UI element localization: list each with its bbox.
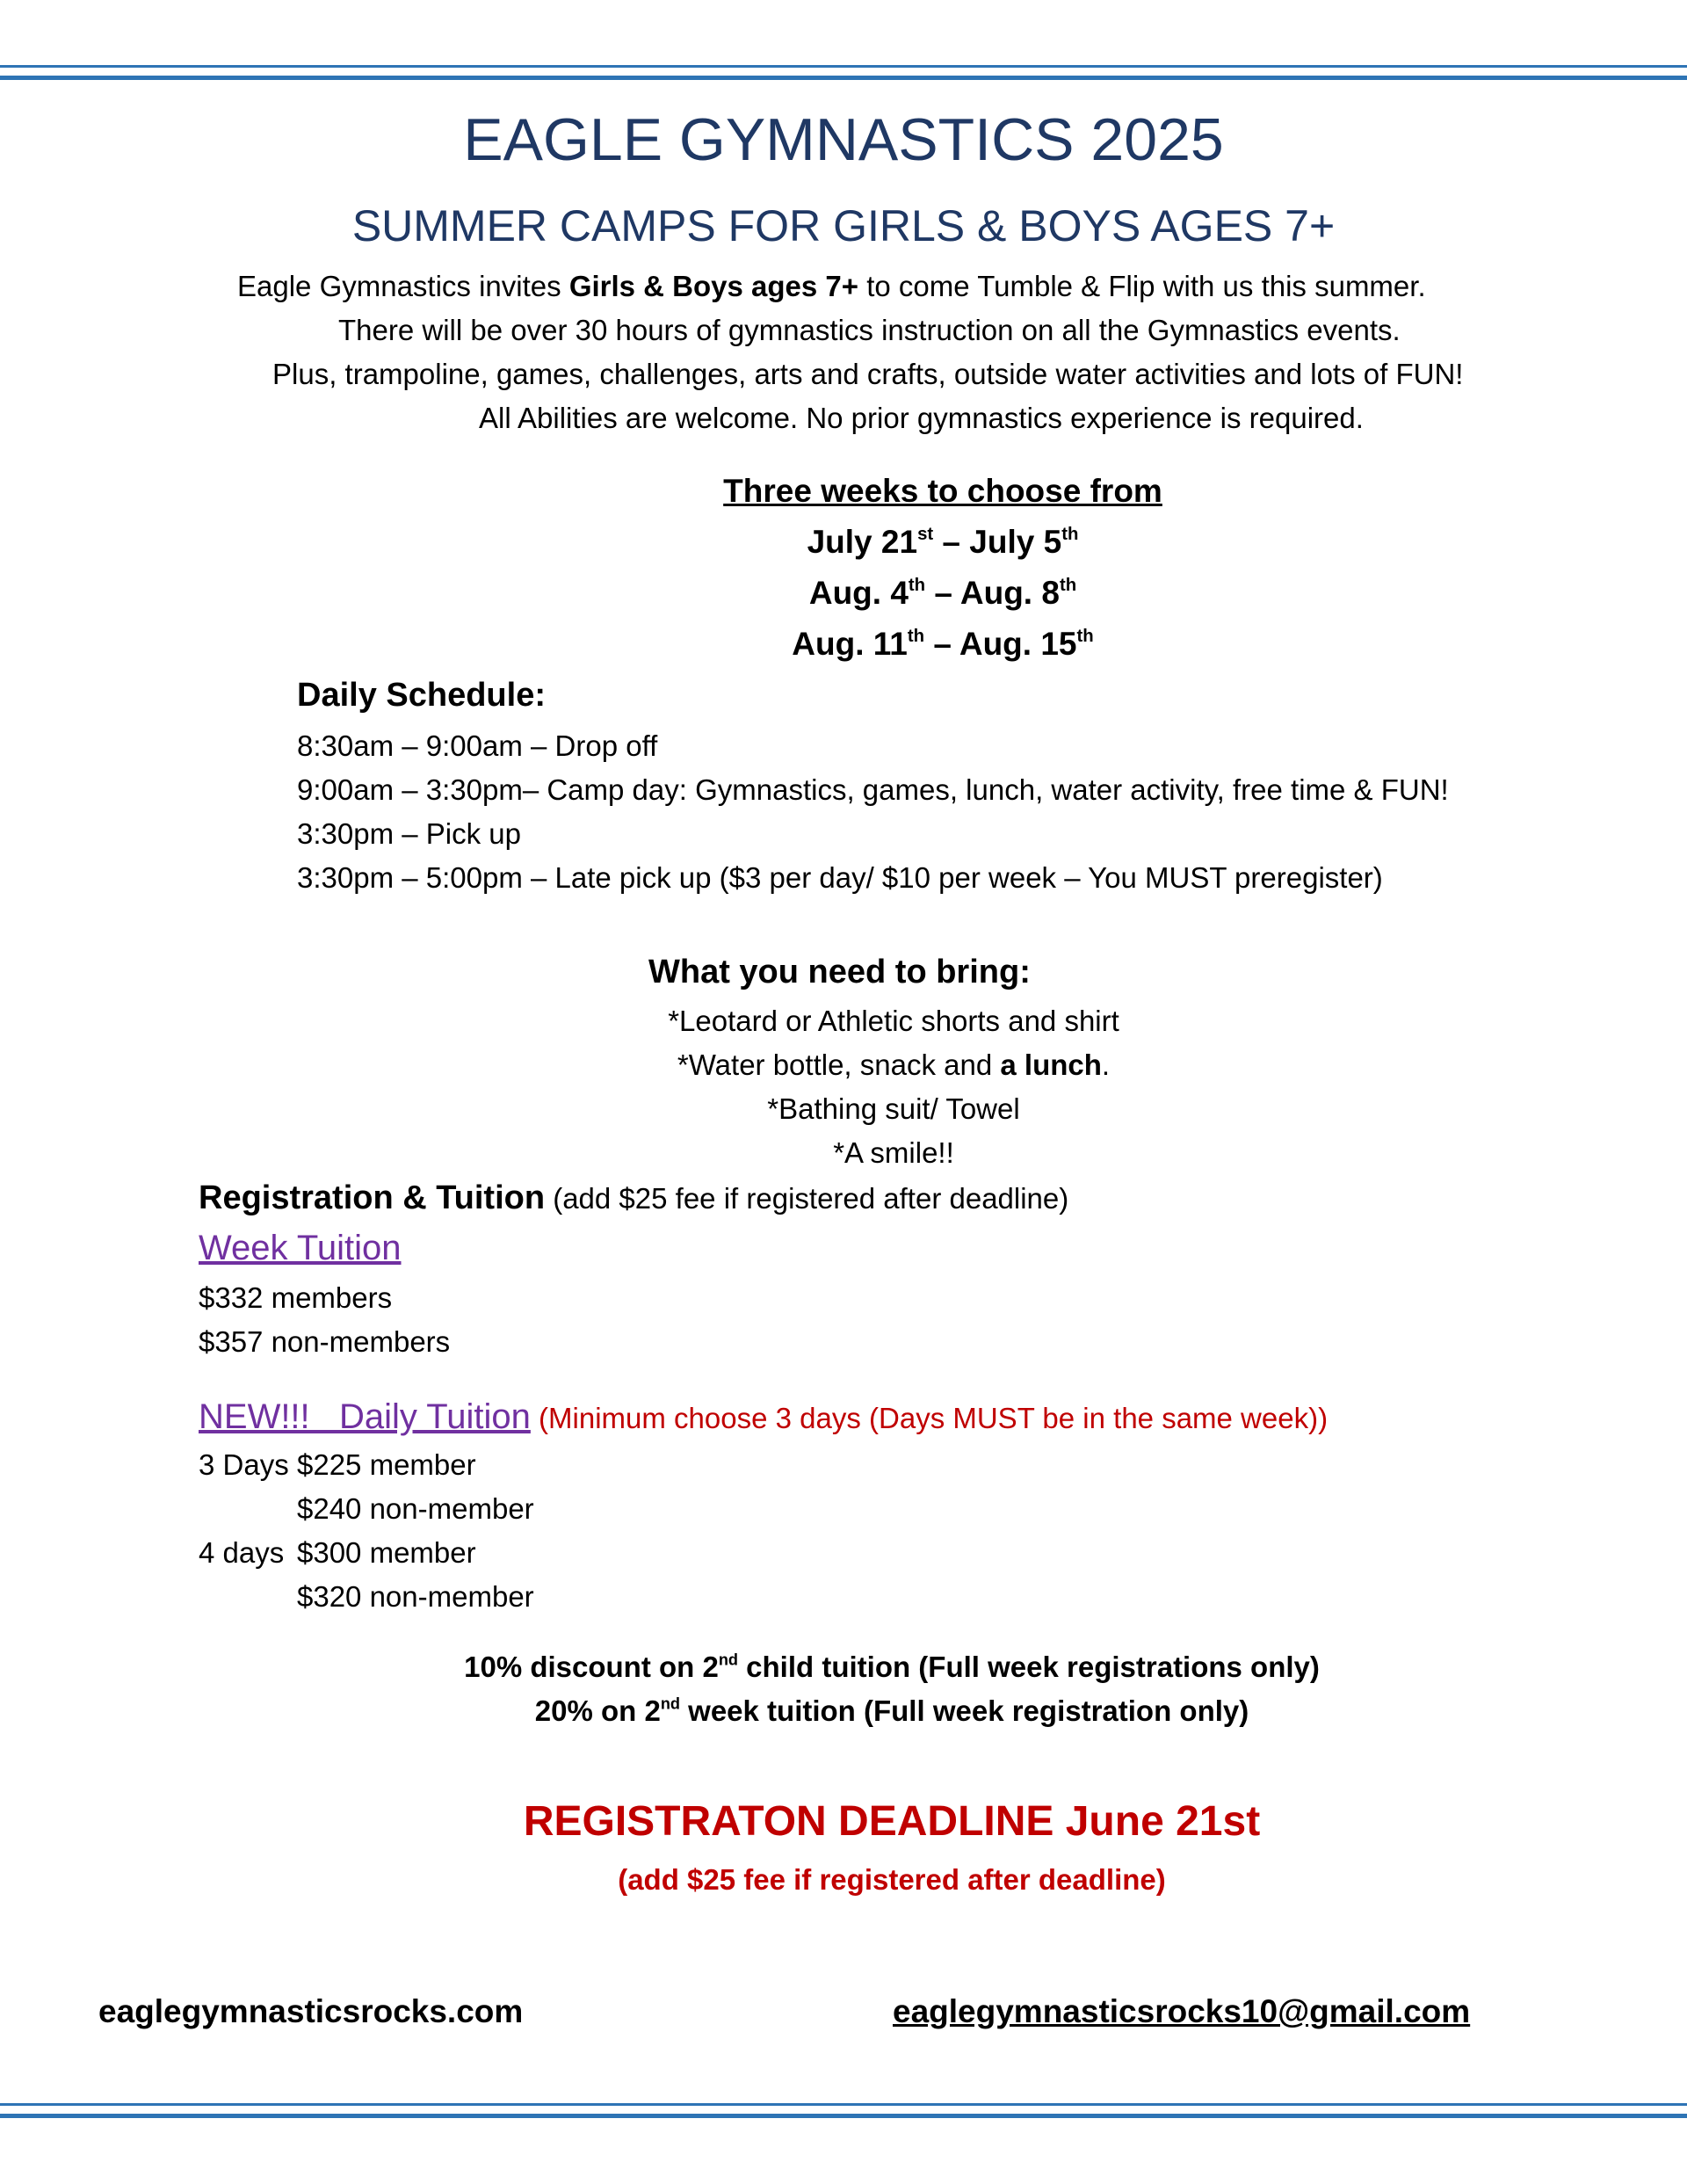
discount-line-2: 20% on 2nd week tuition (Full week registration only) bbox=[534, 1694, 1249, 1727]
week-option-2: Aug. 4th – Aug. 8th bbox=[808, 575, 1077, 611]
three-days-label: 3 Days bbox=[199, 1448, 289, 1481]
daily-tuition-row bbox=[199, 1397, 1328, 1437]
discount-line-1: 10% discount on 2nd child tuition (Full week registrations only) bbox=[464, 1651, 1320, 1683]
week-tuition-non-members: $357 non-members bbox=[199, 1325, 451, 1358]
bring-item-4: *A smile!! bbox=[833, 1136, 954, 1169]
deadline-note: (add $25 fee if registered after deadline) bbox=[618, 1863, 1166, 1896]
four-days-member: $300 member bbox=[297, 1536, 476, 1569]
top-rule-thin bbox=[0, 65, 1687, 68]
top-rule-thick bbox=[0, 76, 1687, 80]
bring-item-1: *Leotard or Athletic shorts and shirt bbox=[668, 1005, 1119, 1037]
four-days-label: 4 days bbox=[199, 1536, 285, 1569]
schedule-item: 9:00am – 3:30pm– Camp day: Gymnastics, games, lunch, water activity, free time & FUN! bbox=[297, 773, 1449, 806]
registration-heading: Registration & Tuition (add $25 fee if registered after deadline) bbox=[199, 1179, 1069, 1216]
four-days-non-member: $320 non-member bbox=[297, 1580, 534, 1613]
bottom-rule-thin bbox=[0, 2103, 1687, 2106]
bottom-rule-thick bbox=[0, 2114, 1687, 2118]
week-tuition-link[interactable]: Week Tuition bbox=[199, 1229, 402, 1267]
footer-email-link[interactable]: eaglegymnasticsrocks10@gmail.com bbox=[893, 1993, 1471, 2029]
week-option-3: Aug. 11th – Aug. 15th bbox=[792, 626, 1094, 662]
intro-line-1: Eagle Gymnastics invites Girls & Boys ages 7+ to come Tumble & Flip with us this summer. bbox=[237, 270, 1426, 302]
schedule-item: 8:30am – 9:00am – Drop off bbox=[297, 729, 658, 762]
bring-heading: What you need to bring: bbox=[648, 954, 1031, 990]
daily-tuition-link[interactable]: NEW!!! Daily Tuition bbox=[199, 1397, 531, 1436]
weeks-heading: Three weeks to choose from bbox=[723, 473, 1162, 509]
page-title: EAGLE GYMNASTICS 2025 bbox=[463, 106, 1224, 173]
deadline-title: REGISTRATON DEADLINE June 21st bbox=[523, 1798, 1261, 1845]
three-days-non-member: $240 non-member bbox=[297, 1492, 534, 1525]
footer-website-link[interactable]: eaglegymnasticsrocks.com bbox=[98, 1993, 524, 2029]
week-option-1: July 21st – July 5th bbox=[807, 524, 1079, 560]
week-tuition-members: $332 members bbox=[199, 1281, 393, 1314]
three-days-member: $225 member bbox=[297, 1448, 476, 1481]
schedule-item: 3:30pm – Pick up bbox=[297, 817, 521, 850]
intro-line-4: All Abilities are welcome. No prior gymnastics experience is required. bbox=[479, 402, 1364, 434]
schedule-heading: Daily Schedule: bbox=[297, 677, 546, 714]
daily-tuition-note: (Minimum choose 3 days (Days MUST be in the same week)) bbox=[530, 1402, 1329, 1434]
bring-item-2: *Water bottle, snack and a lunch. bbox=[677, 1048, 1111, 1081]
page-subtitle: SUMMER CAMPS FOR GIRLS & BOYS AGES 7+ bbox=[351, 201, 1336, 250]
intro-line-3: Plus, trampoline, games, challenges, arts and crafts, outside water activities and lots of FUN! bbox=[272, 358, 1464, 390]
intro-line-2: There will be over 30 hours of gymnastics instruction on all the Gymnastics events. bbox=[338, 314, 1401, 346]
schedule-item: 3:30pm – 5:00pm – Late pick up ($3 per day/ $10 per week – You MUST preregister) bbox=[297, 861, 1383, 894]
bring-item-3: *Bathing suit/ Towel bbox=[767, 1092, 1020, 1125]
